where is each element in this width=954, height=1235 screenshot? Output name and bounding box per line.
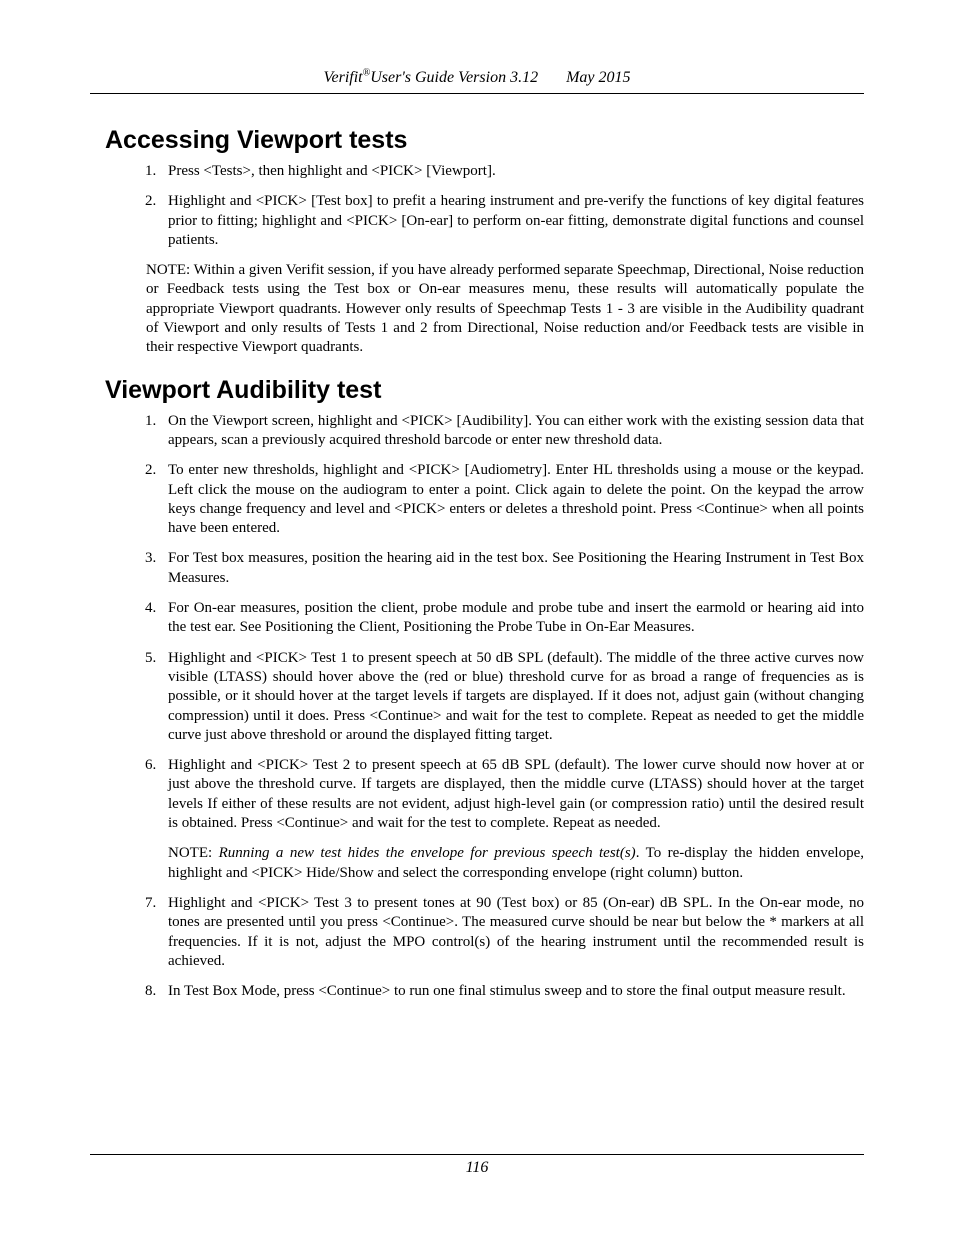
list-item xyxy=(105,599,864,638)
step-number: 5. xyxy=(145,649,157,666)
step-text: Press <Tests>, then highlight and <PICK> [Viewport]. xyxy=(168,163,496,179)
step-number: 7. xyxy=(145,894,157,911)
step-number: 1. xyxy=(145,412,157,429)
accessing-steps-list xyxy=(105,162,864,250)
step-text: For On-ear measures, position the client, probe module and probe tube and insert the earmold or hearing aid into the test ear. See Positioning the Client, Positioning the Probe Tube in On-Ear Measures. xyxy=(168,600,864,636)
step-text: To enter new thresholds, highlight and <PICK> [Audiometry]. Enter HL thresholds using a mouse or the keypad. Left click the mouse on the audiogram to enter a point. Click again to delete the point. On the keypad the arrow keys change frequency and level and <PICK> enters or deletes a threshold point. Press <Continue> when all points have been entered. xyxy=(168,462,864,537)
list-item xyxy=(105,756,864,883)
step-number: 2. xyxy=(145,193,157,210)
step-text: In Test Box Mode, press <Continue> to run one final stimulus sweep and to store the final output measure result. xyxy=(168,983,846,1000)
list-item xyxy=(105,461,864,538)
step-number: 1. xyxy=(145,163,157,179)
header-product: Verifit xyxy=(323,69,363,86)
list-item xyxy=(105,162,864,181)
step-text: Highlight and <PICK> Test 2 to present speech at 65 dB SPL (default). The lower curve should now hover at or just above the threshold curve. If targets are displayed, then the middle curve (LTASS) should hover at the target levels If either of these results are not evident, adjust high-level gain (or compression ratio) until the desired result is obtained. Press <Continue> and wait for the test to complete. Repeat as needed. xyxy=(168,757,864,832)
note-rest-text: . To re-display the hidden envelope, highlight and <PICK> Hide/Show and select the corresponding envelope (right column) button. xyxy=(168,845,864,881)
footer-divider xyxy=(90,1154,864,1155)
step-text: On the Viewport screen, highlight and <PICK> [Audibility]. You can either work with the existing session data that appears, scan a previously acquired threshold barcode or enter new threshold data. xyxy=(168,412,864,448)
note-prefix: NOTE: xyxy=(168,845,219,862)
list-item xyxy=(105,894,864,971)
section-title-viewport-audibility: Viewport Audibility test xyxy=(105,375,382,404)
list-item xyxy=(105,192,864,250)
step-text: For Test box measures, position the hearing aid in the test box. See Positioning the Hearing Instrument in Test Box Measures. xyxy=(168,550,864,586)
step-note xyxy=(168,844,864,883)
step-number: 4. xyxy=(145,600,157,617)
page-content xyxy=(105,124,864,1012)
audibility-steps-list xyxy=(105,412,864,1002)
step-text: Highlight and <PICK> [Test box] to prefit a hearing instrument and pre-verify the functions of key digital features prior to fitting; highlight and <PICK> [On-ear] to perform on-ear fitting, demonstrate digital functions and counsel patients. xyxy=(168,193,864,248)
list-item xyxy=(105,412,864,451)
step-number: 6. xyxy=(145,757,157,774)
step-text: Highlight and <PICK> Test 3 to present tones at 90 (Test box) or 85 (On-ear) dB SPL. In the On-ear mode, no tones are presented until you press <Continue>. The measured curve should be near but below the * markers at all frequencies. If it is not, adjust the MPO control(s) of the hearing instrument until the recommended result is achieved. xyxy=(168,894,864,969)
header-divider xyxy=(90,93,864,94)
step-number: 8. xyxy=(145,983,157,1000)
page-header xyxy=(90,68,864,88)
list-item xyxy=(105,549,864,588)
header-registered-mark: ® xyxy=(362,67,371,79)
list-item xyxy=(105,982,864,1001)
step-text: Highlight and <PICK> Test 1 to present speech at 50 dB SPL (default). The middle of the three active curves now visible (LTASS) should hover above the (red or blue) threshold curve for as broad a range of frequencies as is possible, or it should hover at the target levels if targets are displayed. If it does not, adjust gain (without changing compression) until it does. Press <Continue> and wait for the test to complete. Repeat as needed to get the middle curve just above threshold or around the displayed fitting target. xyxy=(168,649,864,743)
step-number: 3. xyxy=(145,550,157,567)
viewport-note: NOTE: Within a given Verifit session, if you have already performed separate Speechmap, Directional, Noise reduction or Feedback tests using the Test box or On-ear measures menu, these results will automatically populate the appropriate Viewport quadrants. However only results of Speechmap Tests 1 - 3 are visible in the Audibility quadrant of Viewport and only results of Tests 1 and 2 from Directional, Noise reduction and/or Feedback tests are visible in their respective Viewport quadrants. xyxy=(146,262,864,356)
header-guide-title: User's Guide Version 3.12 xyxy=(370,69,539,86)
list-item xyxy=(105,649,864,745)
header-date: May 2015 xyxy=(566,69,631,86)
section-title-accessing-viewport: Accessing Viewport tests xyxy=(105,126,408,154)
step-number: 2. xyxy=(145,462,157,479)
note-italic-text: Running a new test hides the envelope for previous speech test(s) xyxy=(218,845,636,862)
page-number: 116 xyxy=(465,1159,489,1176)
